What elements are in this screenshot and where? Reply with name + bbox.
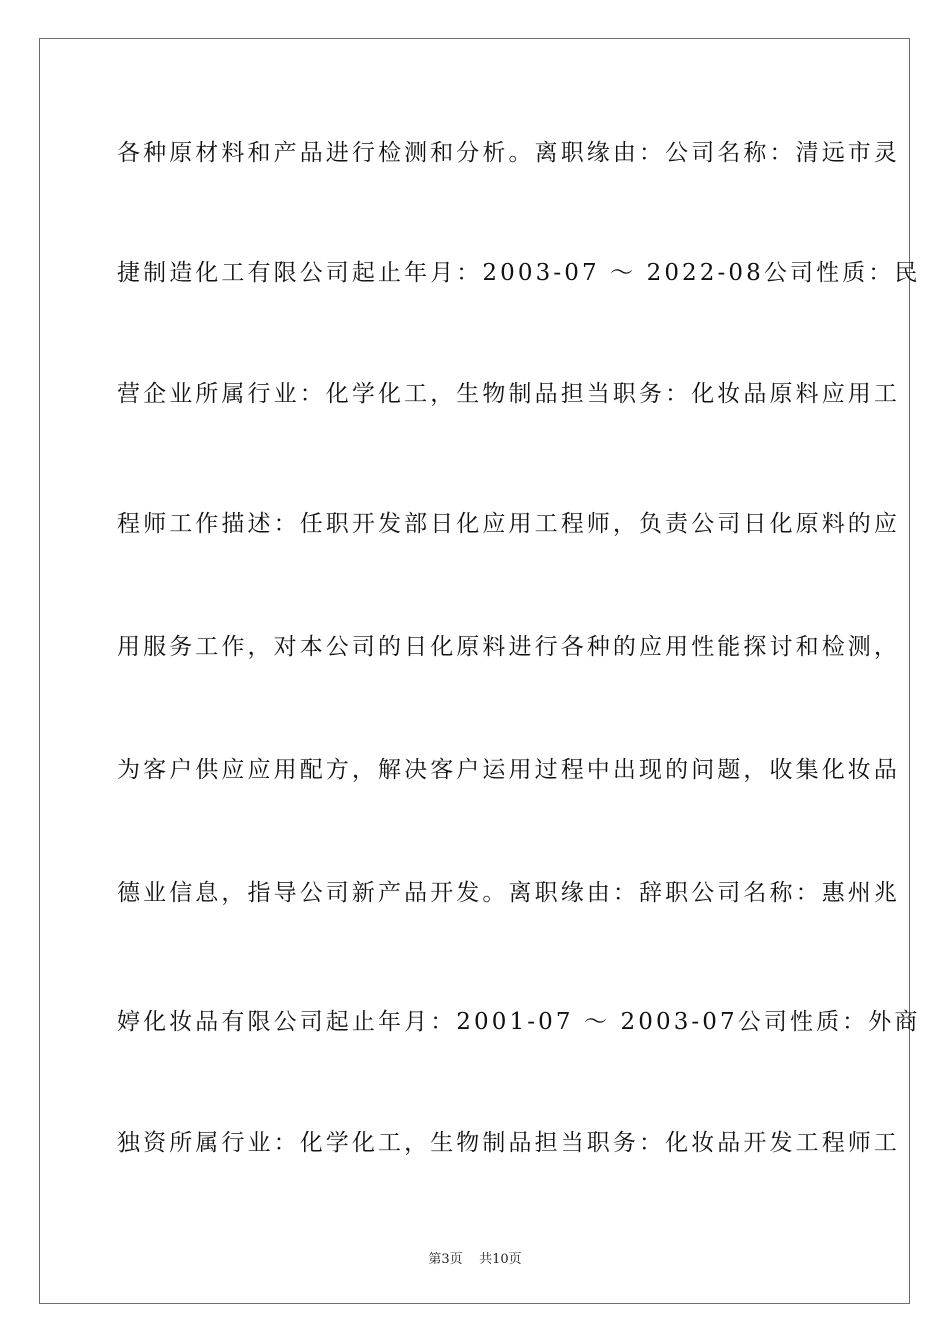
text-line: 为客户供应应用配方，解决客户运用过程中出现的问题，收集化妆品: [117, 757, 900, 783]
text-line: 婷化妆品有限公司起止年月：2001-07 ～ 2003-07公司性质：外商: [117, 1009, 921, 1035]
page-total: 共10页: [479, 1252, 522, 1267]
page-footer: [0, 1248, 950, 1267]
text-line: 德业信息，指导公司新产品开发。离职缘由：辞职公司名称：惠州兆: [117, 880, 900, 906]
page-number: 第3页: [428, 1252, 463, 1267]
text-line: 营企业所属行业：化学化工，生物制品担当职务：化妆品原料应用工: [117, 381, 900, 407]
text-line: 各种原材料和产品进行检测和分析。离职缘由：公司名称：清远市灵: [117, 140, 900, 166]
page-border: [39, 38, 921, 1304]
text-line: 用服务工作，对本公司的日化原料进行各种的应用性能探讨和检测，: [117, 634, 900, 660]
text-line: 独资所属行业：化学化工，生物制品担当职务：化妆品开发工程师工: [117, 1130, 900, 1156]
text-line: 捷制造化工有限公司起止年月：2003-07 ～ 2022-08公司性质：民: [117, 260, 921, 286]
text-line: 程师工作描述：任职开发部日化应用工程师，负责公司日化原料的应: [117, 511, 900, 537]
